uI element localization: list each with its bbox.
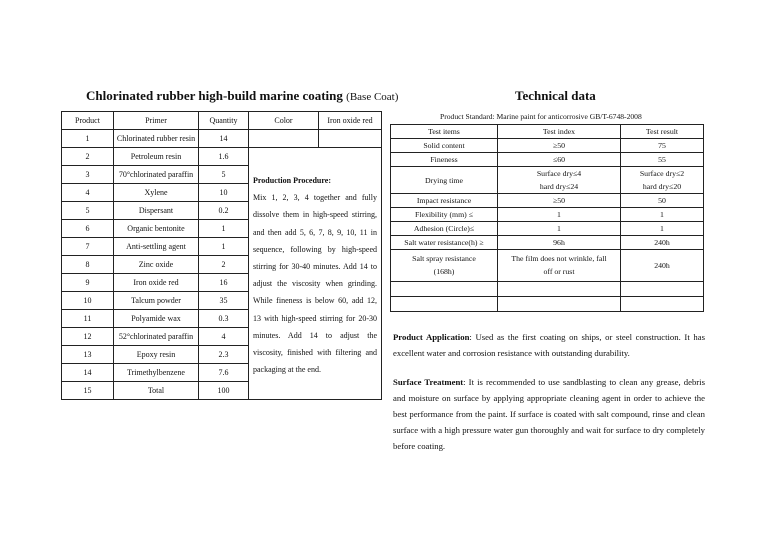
row-primer: Talcum powder bbox=[114, 292, 199, 310]
table-row bbox=[391, 194, 704, 208]
technical-table bbox=[390, 124, 704, 312]
product-standard: Product Standard: Marine paint for anticorrosive GB/T-6748-2008 bbox=[440, 112, 642, 121]
table-row bbox=[391, 139, 704, 153]
row-number: 12 bbox=[62, 328, 114, 346]
row-number: 10 bbox=[62, 292, 114, 310]
test-index: ≥50 bbox=[498, 139, 621, 153]
test-index-line: Surface dry≤4 bbox=[498, 167, 621, 181]
test-result: 240h bbox=[621, 250, 704, 282]
test-index: ≥50 bbox=[498, 194, 621, 208]
row-number: 6 bbox=[62, 220, 114, 238]
title-main: Chlorinated rubber high-build marine coating bbox=[86, 88, 343, 103]
test-index: 1 bbox=[498, 222, 621, 236]
row-number: 9 bbox=[62, 274, 114, 292]
header-quantity: Quantity bbox=[199, 112, 249, 130]
color-blank bbox=[249, 130, 319, 148]
test-item: Fineness bbox=[391, 153, 498, 167]
row-quantity: 5 bbox=[199, 166, 249, 184]
row-quantity: 7.6 bbox=[199, 364, 249, 382]
row-primer: Petroleum resin bbox=[114, 148, 199, 166]
empty-row bbox=[391, 282, 704, 297]
header-primer: Primer bbox=[114, 112, 199, 130]
test-item: Salt water resistance(h) ≥ bbox=[391, 236, 498, 250]
row-quantity: 1 bbox=[199, 220, 249, 238]
row-quantity: 0.3 bbox=[199, 310, 249, 328]
test-item: Adhesion (Circle)≤ bbox=[391, 222, 498, 236]
row-quantity: 35 bbox=[199, 292, 249, 310]
test-index: 1 bbox=[498, 208, 621, 222]
row-primer: Chlorinated rubber resin bbox=[114, 130, 199, 148]
technical-header-row bbox=[391, 125, 704, 139]
row-quantity: 10 bbox=[199, 184, 249, 202]
surface-treatment bbox=[393, 374, 705, 454]
header-test-items: Test items bbox=[391, 125, 498, 139]
test-item: Solid content bbox=[391, 139, 498, 153]
row-number: 1 bbox=[62, 130, 114, 148]
test-result: 50 bbox=[621, 194, 704, 208]
test-result: 55 bbox=[621, 153, 704, 167]
test-result-line: hard dry≤20 bbox=[621, 180, 704, 194]
row-quantity: 100 bbox=[199, 382, 249, 400]
test-result: 240h bbox=[621, 236, 704, 250]
row-number: 8 bbox=[62, 256, 114, 274]
document-title bbox=[86, 88, 398, 104]
row-primer: Total bbox=[114, 382, 199, 400]
empty-cell bbox=[391, 297, 498, 312]
table-row bbox=[391, 222, 704, 236]
row-quantity: 1 bbox=[199, 238, 249, 256]
empty-cell bbox=[621, 282, 704, 297]
row-number: 2 bbox=[62, 148, 114, 166]
empty-cell bbox=[621, 297, 704, 312]
empty-cell bbox=[498, 297, 621, 312]
test-item-line: Salt spray resistance bbox=[391, 250, 498, 266]
row-primer: 52°chlorinated paraffin bbox=[114, 328, 199, 346]
test-index-line: off or rust bbox=[498, 265, 621, 282]
row-primer: Zinc oxide bbox=[114, 256, 199, 274]
application-label: Product Application bbox=[393, 332, 470, 342]
technical-data-title: Technical data bbox=[515, 88, 596, 103]
empty-cell bbox=[498, 282, 621, 297]
row-number: 5 bbox=[62, 202, 114, 220]
production-procedure bbox=[249, 148, 382, 400]
row-quantity: 4 bbox=[199, 328, 249, 346]
test-index: 96h bbox=[498, 236, 621, 250]
header-color-value: Iron oxide red bbox=[319, 112, 382, 130]
row-number: 14 bbox=[62, 364, 114, 382]
procedure-text: Mix 1, 2, 3, 4 together and fully dissolve them in high-speed stirring, and then add 5, 6, 7, 8, 9, 10, 11 in sequence, following by high-speed stirring for 30-40 minutes. Add 14 to adjust the viscosity when grinding. While fineness is below 60, add 12, 13 with high-speed stirring for 20-30 minutes. Add 14 to adjust the viscosity, finished with filtering and packaging at the end. bbox=[253, 193, 377, 375]
test-item: Drying time bbox=[391, 167, 498, 194]
table-row bbox=[62, 148, 382, 166]
surface-treatment-label: Surface Treatment bbox=[393, 377, 464, 387]
row-primer: Epoxy resin bbox=[114, 346, 199, 364]
row-number: 13 bbox=[62, 346, 114, 364]
formula-header-row bbox=[62, 112, 382, 130]
test-index: ≤60 bbox=[498, 153, 621, 167]
test-item-line: (168h) bbox=[391, 265, 498, 282]
empty-row bbox=[391, 297, 704, 312]
header-test-index: Test index bbox=[498, 125, 621, 139]
row-number: 15 bbox=[62, 382, 114, 400]
header-product: Product bbox=[62, 112, 114, 130]
row-quantity: 16 bbox=[199, 274, 249, 292]
test-item: Impact resistance bbox=[391, 194, 498, 208]
product-application bbox=[393, 329, 705, 361]
row-primer: Iron oxide red bbox=[114, 274, 199, 292]
row-quantity: 1.6 bbox=[199, 148, 249, 166]
header-color: Color bbox=[249, 112, 319, 130]
row-primer: Organic bentonite bbox=[114, 220, 199, 238]
row-primer: Anti-settling agent bbox=[114, 238, 199, 256]
application-text: : Used as the first coating on ships, or steel construction. It has excellent water and corrosion resistance with outstanding durability. bbox=[393, 332, 705, 358]
surface-treatment-text: : It is recommended to use sandblasting to clean any grease, debris and moisture on surface by applying appropriate cleaning agent in order to achieve the best performance from the paint. If surface is coated with salt compound, rinse and clean surface with a high pressure water gun thoroughly and wait for surface to dry completely before coating. bbox=[393, 377, 705, 451]
test-result: 75 bbox=[621, 139, 704, 153]
row-primer: Xylene bbox=[114, 184, 199, 202]
test-result: 1 bbox=[621, 222, 704, 236]
test-result: 1 bbox=[621, 208, 704, 222]
row-quantity: 14 bbox=[199, 130, 249, 148]
title-subtitle: (Base Coat) bbox=[346, 91, 399, 103]
row-number: 11 bbox=[62, 310, 114, 328]
test-item: Flexibility (mm) ≤ bbox=[391, 208, 498, 222]
table-row bbox=[391, 236, 704, 250]
row-primer: 70°chlorinated paraffin bbox=[114, 166, 199, 184]
row-primer: Polyamide wax bbox=[114, 310, 199, 328]
table-row bbox=[62, 130, 382, 148]
table-row bbox=[391, 167, 704, 181]
row-quantity: 0.2 bbox=[199, 202, 249, 220]
row-primer: Trimethylbenzene bbox=[114, 364, 199, 382]
row-quantity: 2 bbox=[199, 256, 249, 274]
formula-table bbox=[61, 111, 382, 400]
row-quantity: 2.3 bbox=[199, 346, 249, 364]
test-index-line: hard dry≤24 bbox=[498, 180, 621, 194]
row-number: 3 bbox=[62, 166, 114, 184]
color-blank bbox=[319, 130, 382, 148]
table-row bbox=[391, 153, 704, 167]
table-row bbox=[391, 208, 704, 222]
header-test-result: Test result bbox=[621, 125, 704, 139]
row-number: 7 bbox=[62, 238, 114, 256]
test-result-line: Surface dry≤2 bbox=[621, 167, 704, 181]
empty-cell bbox=[391, 282, 498, 297]
test-index-line: The film does not wrinkle, fall bbox=[498, 250, 621, 266]
row-number: 4 bbox=[62, 184, 114, 202]
table-row bbox=[391, 250, 704, 266]
row-primer: Dispersant bbox=[114, 202, 199, 220]
procedure-title: Production Procedure: bbox=[253, 176, 331, 185]
